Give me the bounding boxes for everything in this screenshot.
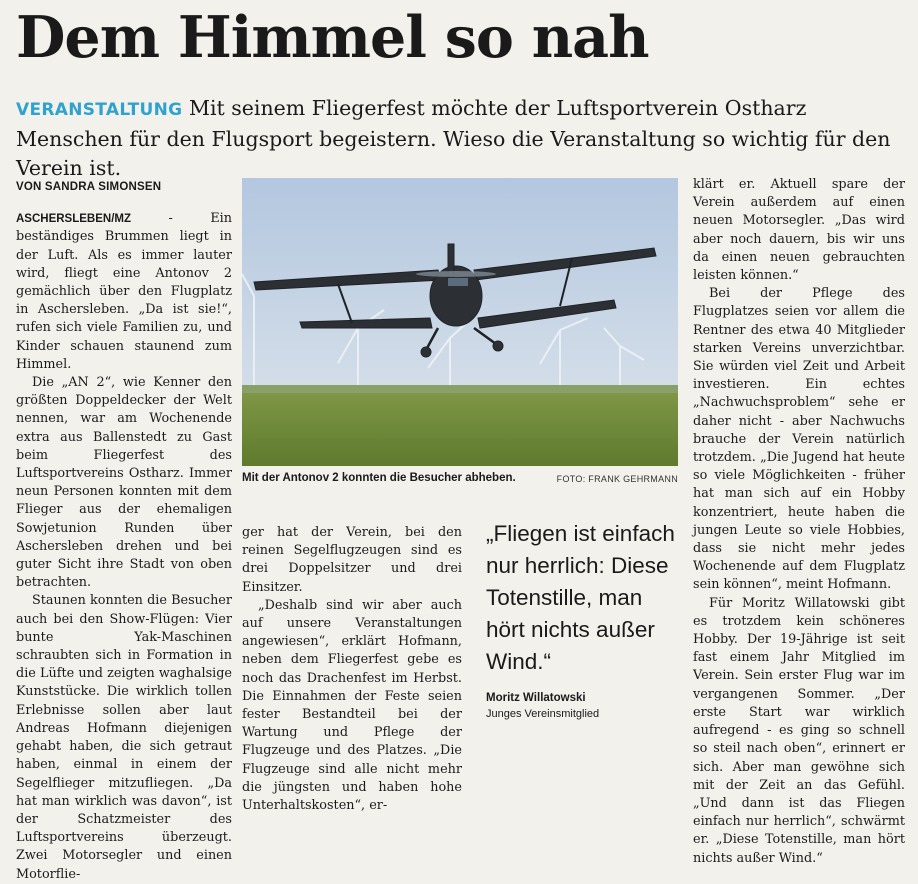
deck-text: Mit seinem Fliegerfest möchte der Luftsportverein Ostharz Menschen für den Flugsport begeistern. Wieso die Veranstaltung so wichtig für den Verein ist. — [16, 96, 891, 180]
paragraph: ger hat der Verein, bei den reinen Segelflugzeugen sind es drei Doppelsitzer und drei Einsitzer. — [242, 525, 462, 595]
paragraph: Staunen konnten die Besucher auch bei den Show-Flügen: Vier bunte Yak-Maschinen schraubten sich in Formation in die Lüfte und zeigten waghalsige Kunststücke. Die wirklich tollen Erlebnisse sollen aber laut Andreas Hofmann diejenigen gehabt haben, die sich getraut haben, einmal in einem der Segelflieger mitzufliegen. „Da hat man wirklich was davon“, ist der Schatzmeister des Luftsportvereins überzeugt. Zwei Motorsegler und einen Motorflie- — [16, 593, 232, 882]
article-photo — [242, 178, 678, 466]
article-column-2 — [242, 524, 462, 815]
paragraph: „Deshalb sind wir aber auch auf unsere Veranstaltungen angewiesen“, erklärt Hofmann, neben dem Fliegerfest gebe es noch das Drachenfest im Herbst. Die Einnahmen der Feste seien fester Bestandteil bei der Wartung und Pflege der Flugzeuge und des Platzes. „Die Flugzeuge sind alle nicht mehr die jüngsten und haben hohe Unterhaltskosten“, er- — [242, 597, 462, 814]
kicker: VERANSTALTUNG — [16, 100, 183, 120]
paragraph — [16, 210, 232, 374]
paragraph: Die „AN 2“, wie Kenner den größten Doppeldecker der Welt nennen, war am Wochenende extra aus Ballenstedt zu Gast beim Fliegerfest des Luftsportvereins Ostharz. Immer neun Personen konnten mit dem Flieger aus der ehemaligen Sowjetunion Runden über Aschersleben drehen und bei guter Sicht ihre Stadt von oben betrachten. — [16, 375, 232, 591]
deck — [16, 94, 906, 183]
pull-quote — [486, 518, 682, 722]
pull-quote-role: Junges Vereinsmitglied — [486, 708, 600, 720]
dateline: ASCHERSLEBEN/MZ — [16, 213, 132, 226]
paragraph: Für Moritz Willatowski gibt es trotzdem kein schöneres Hobby. Der 19-Jährige ist seit fast einem Jahr Mitglied im Verein. Sein erster Flug war im vergangenen Sommer. „Der erste Start war wirklich aufregend - es ging so schnell so steil nach oben“, erinnert er sich. Aber man gewöhne sich mit der Zeit an das Gefühl. „Und dann ist das Fliegen einfach nur herrlich“, schwärmt er. „Diese Totenstille, man hört nichts außer Wind.“ — [693, 595, 905, 866]
paragraph: Bei der Pflege des Flugplatzes seien vor allem die Rentner des etwa 40 Mitglieder starken Vereins unverzichtbar. Sie würden viel Zeit und Arbeit investieren. Ein echtes „Nachwuchsproblem“ sehe er daher nicht - aber Nachwuchs brauche der Verein natürlich trotzdem. „Die Jugend hat heute so viele Möglichkeiten - früher hat man sich auf ein Hobby konzentriert, heute haben die jungen Leute so viele Hobbies, dass sie nicht mehr jedes Wochenende auf dem Flugplatz sein können“, meint Hofmann. — [693, 286, 905, 593]
article-column-1 — [16, 178, 232, 884]
antonov-plane-photo — [242, 178, 678, 466]
photo-credit: FOTO: FRANK GEHRMANN — [556, 474, 678, 484]
article-column-3 — [693, 176, 905, 868]
pull-quote-name: Moritz Willatowski — [486, 692, 586, 704]
photo-caption: Mit der Antonov 2 konnten die Besucher abheben. — [242, 472, 516, 484]
pull-quote-text: „Fliegen ist einfach nur herrlich: Diese Totenstille, man hört nichts außer Wind.“ — [486, 521, 675, 674]
byline: VON SANDRA SIMONSEN — [16, 181, 162, 193]
paragraph: klärt er. Aktuell spare der Verein außerdem auf einen neuen Motorsegler. „Das wird aber noch dauern, bis wir uns da einen neuen gebrauchten leisten können.“ — [693, 177, 905, 284]
headline: Dem Himmel so nah — [16, 4, 649, 71]
paragraph-text: - Ein beständiges Brummen liegt in der Luft. Als es immer lauter wird, fliegt eine Antonov 2 gemächlich über den Flugplatz in Aschersleben. „Da ist sie!“, rufen sich viele Familien zu, und Kinder schauen staunend zum Himmel. — [16, 211, 232, 372]
photo-caption-bar — [242, 470, 678, 490]
